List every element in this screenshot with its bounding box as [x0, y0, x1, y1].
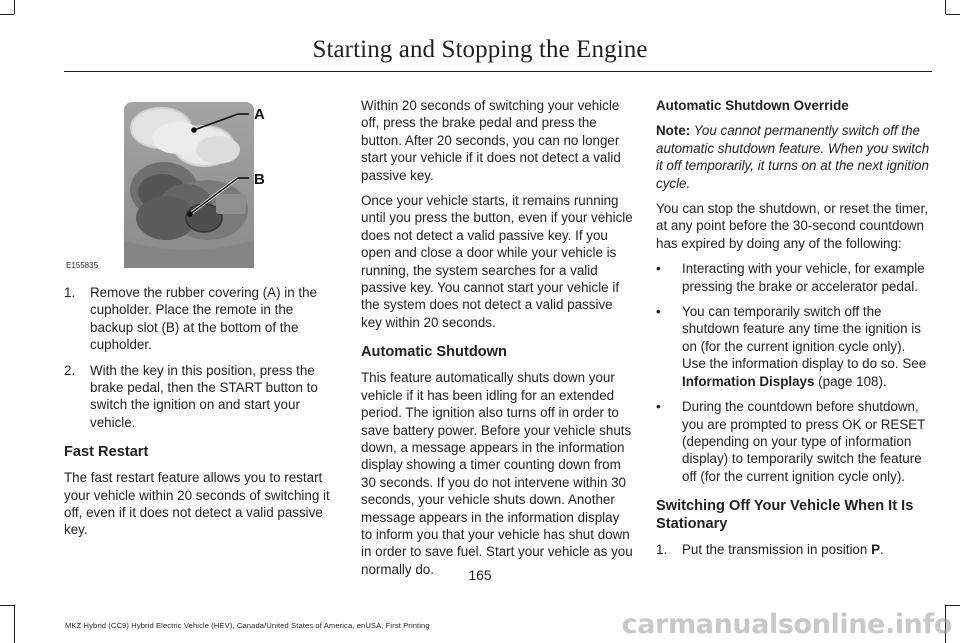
step-text: Remove the rubber covering (A) in the cupholder. Place the remote in the backup slot (B) at the bottom of the cupholder. — [90, 285, 318, 353]
step-number: 1. — [64, 285, 76, 300]
figure-code: E155835 — [66, 261, 99, 270]
position-p: P — [871, 542, 880, 558]
fast-restart-paragraph: The fast restart feature allows you to restart your vehicle within 20 seconds of switching it off, even if it does not detect a valid passive key. — [64, 470, 330, 538]
crop-mark — [0, 605, 14, 606]
bullet-text: During the countdown before shutdown, you are prompted to press OK or RESET (depending on your type of information display) to temporarily switch the feature off (for the current ignition cycle only). — [682, 399, 926, 484]
bullet-item — [656, 260, 930, 295]
page-title: Starting and Stopping the Engine — [312, 36, 648, 63]
bullet-text: You can temporarily switch off the shutdown feature any time the ignition is on (for the current ignition cycle only). Use the information display to do so. See — [682, 304, 927, 372]
crop-mark — [945, 0, 946, 14]
bullet-text: Interacting with your vehicle, for example pressing the brake or accelerator pedal. — [682, 261, 925, 294]
note-text: You cannot permanently switch off the automatic shutdown feature. When you switch it off temporarily, it turns on at the next ignition cycle. — [656, 123, 930, 191]
stationary-step-1 — [656, 541, 930, 558]
step-number: 1. — [656, 542, 668, 558]
note — [656, 122, 930, 192]
middle-column — [361, 97, 633, 586]
crop-mark — [946, 605, 960, 606]
step-number: 2. — [64, 362, 76, 378]
crop-mark — [14, 605, 15, 643]
restart-paragraph-1: Within 20 seconds of switching your vehicle off, press the brake pedal and press the button. After 20 seconds, you can no longer start your vehicle if it does not detect a valid passive key. — [361, 98, 621, 183]
bullet-text-end: (page 108). — [814, 373, 887, 389]
information-displays-link[interactable]: Information Displays — [682, 373, 815, 389]
watermark: carmanualsonline.info — [621, 609, 952, 640]
stationary-heading: Switching Off Your Vehicle When It Is Stationary — [656, 498, 914, 533]
label-a: A — [254, 106, 265, 123]
override-intro: You can stop the shutdown, or reset the timer, at any point before the 30-second countdown has expired by doing any of the following: — [656, 201, 928, 251]
bullet-marker: • — [656, 261, 661, 277]
label-b: B — [254, 171, 265, 188]
page-number: 165 — [468, 567, 492, 583]
bullet-item — [656, 398, 930, 485]
step-text: With the key in this position, press the brake pedal, then the START button to switch the ignition on and start your vehicle. — [90, 362, 318, 430]
bullet-marker: • — [656, 304, 661, 320]
crop-mark — [14, 0, 15, 14]
restart-paragraph-2: Once your vehicle starts, it remains running until you press the button, even if your vehicle does not detect a valid passive key. If you open and close a door while your vehicle is running, the system searches for a valid passive key. You cannot start your vehicle if the system does not detect a valid passive key within 20 seconds. — [361, 193, 633, 330]
bullet-marker: • — [656, 399, 661, 415]
header-rule — [64, 71, 932, 72]
footer-text: MKZ Hybrid (CC9) Hybrid Electric Vehicle (HEV), Canada/United States of America, enUSA, First Printing — [65, 621, 430, 630]
left-column — [64, 284, 338, 547]
bullet-item — [656, 303, 930, 390]
note-label: Note: — [656, 123, 691, 139]
override-heading: Automatic Shutdown Override — [656, 98, 849, 113]
automatic-shutdown-paragraph: This feature automatically shuts down your vehicle if it has been idling for an extended period. The ignition also turns off in order to save battery power. Before your vehicle shuts down, a message appears in the information display showing a timer counting down from 30 seconds. If you do not intervene within 30 seconds, your vehicle shuts down. Another message appears in the information display to inform you that your vehicle has shut down in order to save fuel. Start your vehicle as you normally do. — [361, 370, 633, 577]
cupholder-illustration — [66, 100, 276, 272]
right-column — [656, 97, 930, 567]
step-text: Put the transmission in position — [682, 542, 872, 558]
cupholder-figure — [66, 100, 276, 272]
step-end: . — [880, 542, 884, 558]
crop-mark — [0, 14, 14, 15]
step-2 — [64, 362, 338, 432]
automatic-shutdown-heading: Automatic Shutdown — [361, 344, 507, 361]
step-1 — [64, 284, 338, 354]
fast-restart-heading: Fast Restart — [64, 444, 149, 461]
crop-mark — [946, 14, 960, 15]
